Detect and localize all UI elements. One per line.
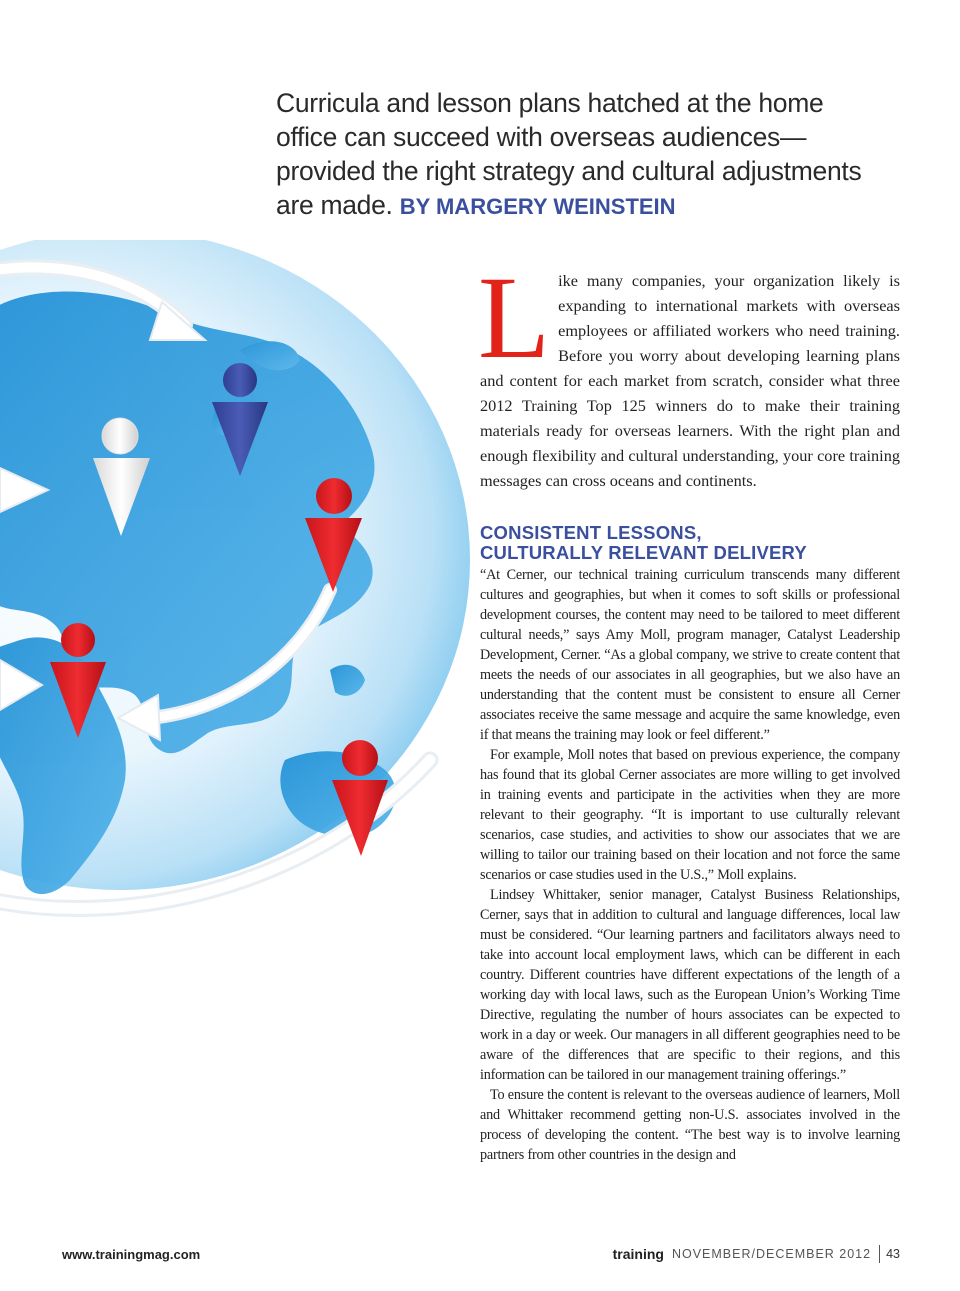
issue-date: NOVEMBER/DECEMBER 2012: [671, 1247, 872, 1261]
byline: BY MARGERY WEINSTEIN: [399, 194, 676, 219]
section-heading: [480, 523, 900, 563]
footer-folio: [613, 1245, 900, 1263]
deck-line-text: are made.: [276, 190, 393, 220]
page-number: 43: [886, 1247, 900, 1261]
intro-text: ike many companies, your organization likely is expanding to international markets with overseas employees or affiliated workers who need training. Before you worry about developing learning plans and content for each market from scratch, consider what three 2012 Training Top 125 winners do to make their training materials ready for overseas learners. With the right plan and enough flexibility and cultural understanding, your core training messages can cross oceans and continents.: [480, 271, 900, 490]
body-paragraph: “At Cerner, our technical training curriculum transcends many different cultures and geographies, but when it comes to soft skills or professional development courses, the content may need to be tailored to meet different cultural needs,” says Amy Moll, program manager, Catalyst Leadership Development, Cerner. “As a global company, we strive to create content that meets the needs of our associates in all geographies, but we also have an understanding that the content must be consistent to ensure all Cerner associates receive the same message and acquire the same knowledge, even if that means the training may look or feel different.”: [480, 567, 900, 743]
deck-line: Curricula and lesson plans hatched at the home: [276, 88, 824, 118]
section-heading-line: CONSISTENT LESSONS,: [480, 522, 702, 543]
body-paragraph: Lindsey Whittaker, senior manager, Catalyst Business Relationships, Cerner, says that in addition to cultural and language differences, local law must be considered. “Our learning partners and facilitators always need to take into account local employment laws, which can be different in each country. Different countries have different expectations of the length of a working day with local laws, such as the European Union’s Working Time Directive, regulating the number of hours associates can be expected to work in a day or week. Our managers in all different geographies need to be aware of the differences that are specific to their regions, and this information can be tailored in our management training offerings.”: [480, 887, 900, 1083]
deck-line: provided the right strategy and cultural adjustments: [276, 156, 862, 186]
footer-website: www.trainingmag.com: [62, 1247, 201, 1262]
drop-cap: L: [478, 252, 551, 383]
body-paragraph: To ensure the content is relevant to the overseas audience of learners, Moll and Whittaker recommend getting non-U.S. associates involved in the process of developing the content. “The best way is to involve learning partners from other countries in the design and: [480, 1087, 900, 1163]
intro-paragraph: [478, 252, 900, 493]
folio-divider: [879, 1245, 880, 1263]
deck-line: office can succeed with overseas audiences—: [276, 122, 807, 152]
section-heading-line: CULTURALLY RELEVANT DELIVERY: [480, 542, 807, 563]
body-paragraph: For example, Moll notes that based on previous experience, the company has found that its global Cerner associates are more willing to get involved in training events and participate in the activities when they are more relevant to their geography. “It is important to use culturally relevant scenarios, case studies, and activities to show our associates that we are willing to tailor our training based on their location and not force the same scenarios or case studies used in the U.S.,” Moll explains.: [480, 747, 900, 883]
article-deck: [276, 86, 876, 224]
globe-illustration: [0, 240, 470, 930]
magazine-name: training: [612, 1246, 664, 1262]
deck-line-last: [276, 188, 876, 224]
article-body: [480, 565, 900, 1165]
